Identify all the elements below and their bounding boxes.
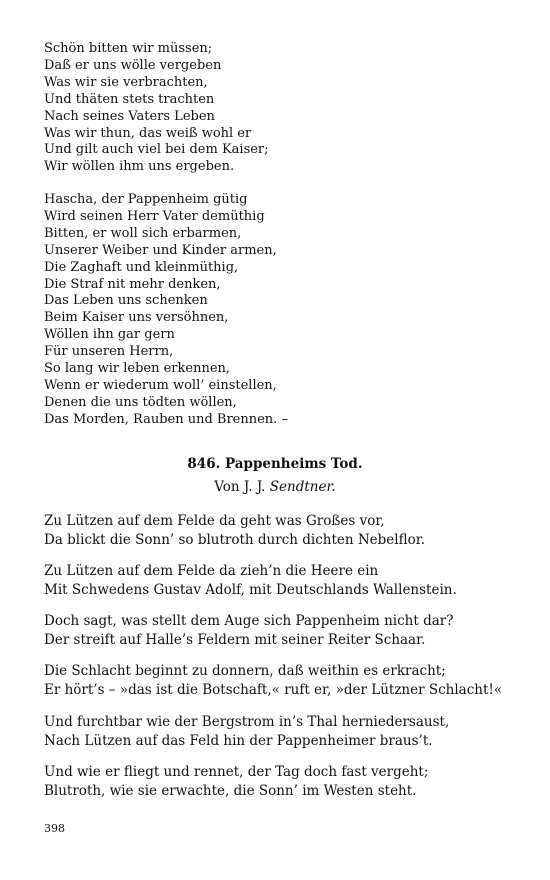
verse-line: Unserer Weiber und Kinder armen,	[44, 242, 277, 258]
verse-line: Mit Schwedens Gustav Adolf, mit Deutschlands Wallenstein.	[44, 582, 457, 598]
verse-line: Wird seinen Herr Vater demüthig	[44, 208, 265, 224]
verse-line: Zu Lützen auf dem Felde da geht was Großes vor,	[44, 513, 385, 529]
verse-line: Die Zaghaft und kleinmüthig,	[44, 259, 239, 275]
verse-line: Doch sagt, was stellt dem Auge sich Pappenheim nicht dar?	[44, 613, 454, 629]
poem-title: 846. Pappenheims Tod.	[187, 456, 363, 472]
poem2-stanza-1	[44, 512, 534, 550]
verse-line: Blutroth, wie sie erwachte, die Sonn’ im Westen steht.	[44, 783, 417, 799]
verse-line: Und thäten stets trachten	[44, 91, 215, 107]
verse-line: Zu Lützen auf dem Felde da zieh’n die Heere ein	[44, 563, 379, 579]
verse-line: Da blickt die Sonn’ so blutroth durch dichten Nebelflor.	[44, 532, 425, 548]
verse-line: Denen die uns tödten wöllen,	[44, 394, 237, 410]
verse-line: Nach Lützen auf das Feld hin der Pappenheimer braus’t.	[44, 733, 433, 749]
poem-author	[0, 479, 550, 496]
verse-line: Wenn er wiederum woll’ einstellen,	[44, 377, 277, 393]
verse-line: Was wir sie verbrachten,	[44, 74, 208, 90]
verse-line: Wir wöllen ihm uns ergeben.	[44, 159, 235, 175]
poem2-stanza-5	[44, 713, 534, 751]
verse-line: Er hört’s – »das ist die Botschaft,« ruft er, »der Lützner Schlacht!«	[44, 682, 503, 698]
verse-line: Die Schlacht beginnt zu donnern, daß weithin es erkracht;	[44, 663, 446, 679]
poem1-stanza-2	[44, 192, 524, 429]
poem2-stanza-4	[44, 662, 534, 700]
verse-line: Bitten, er woll sich erbarmen,	[44, 225, 242, 241]
author-prefix: Von J. J.	[214, 479, 270, 495]
verse-line: Hascha, der Pappenheim gütig	[44, 192, 248, 207]
page-number: 398	[44, 822, 65, 835]
verse-line: Was wir thun, das weiß wohl er	[44, 125, 252, 141]
poem1-stanza-1	[44, 41, 524, 176]
poem2-stanza-3	[44, 612, 534, 650]
verse-line: Und wie er fliegt und rennet, der Tag doch fast vergeht;	[44, 764, 429, 780]
verse-line: Für unseren Herrn,	[44, 344, 174, 360]
verse-line: Wöllen ihn gar gern	[44, 327, 175, 343]
verse-line: Das Leben uns schenken	[44, 293, 208, 309]
verse-line: Und gilt auch viel bei dem Kaiser;	[44, 142, 269, 158]
verse-line: Das Morden, Rauben und Brennen. –	[44, 411, 288, 427]
verse-line: Daß er uns wölle vergeben	[44, 57, 222, 73]
verse-line: Und furchtbar wie der Bergstrom in’s Thal herniedersaust,	[44, 714, 450, 730]
poem2-stanza-6	[44, 763, 534, 801]
verse-line: Die Straf nit mehr denken,	[44, 276, 221, 292]
author-name: Sendtner.	[269, 479, 336, 495]
verse-line: Beim Kaiser uns versöhnen,	[44, 310, 229, 326]
verse-line: So lang wir leben erkennen,	[44, 361, 231, 377]
verse-line: Der streift auf Halle’s Feldern mit seiner Reiter Schaar.	[44, 632, 426, 648]
verse-line: Schön bitten wir müssen;	[44, 41, 213, 56]
verse-line: Nach seines Vaters Leben	[44, 108, 215, 124]
poem2-stanza-2	[44, 562, 534, 600]
